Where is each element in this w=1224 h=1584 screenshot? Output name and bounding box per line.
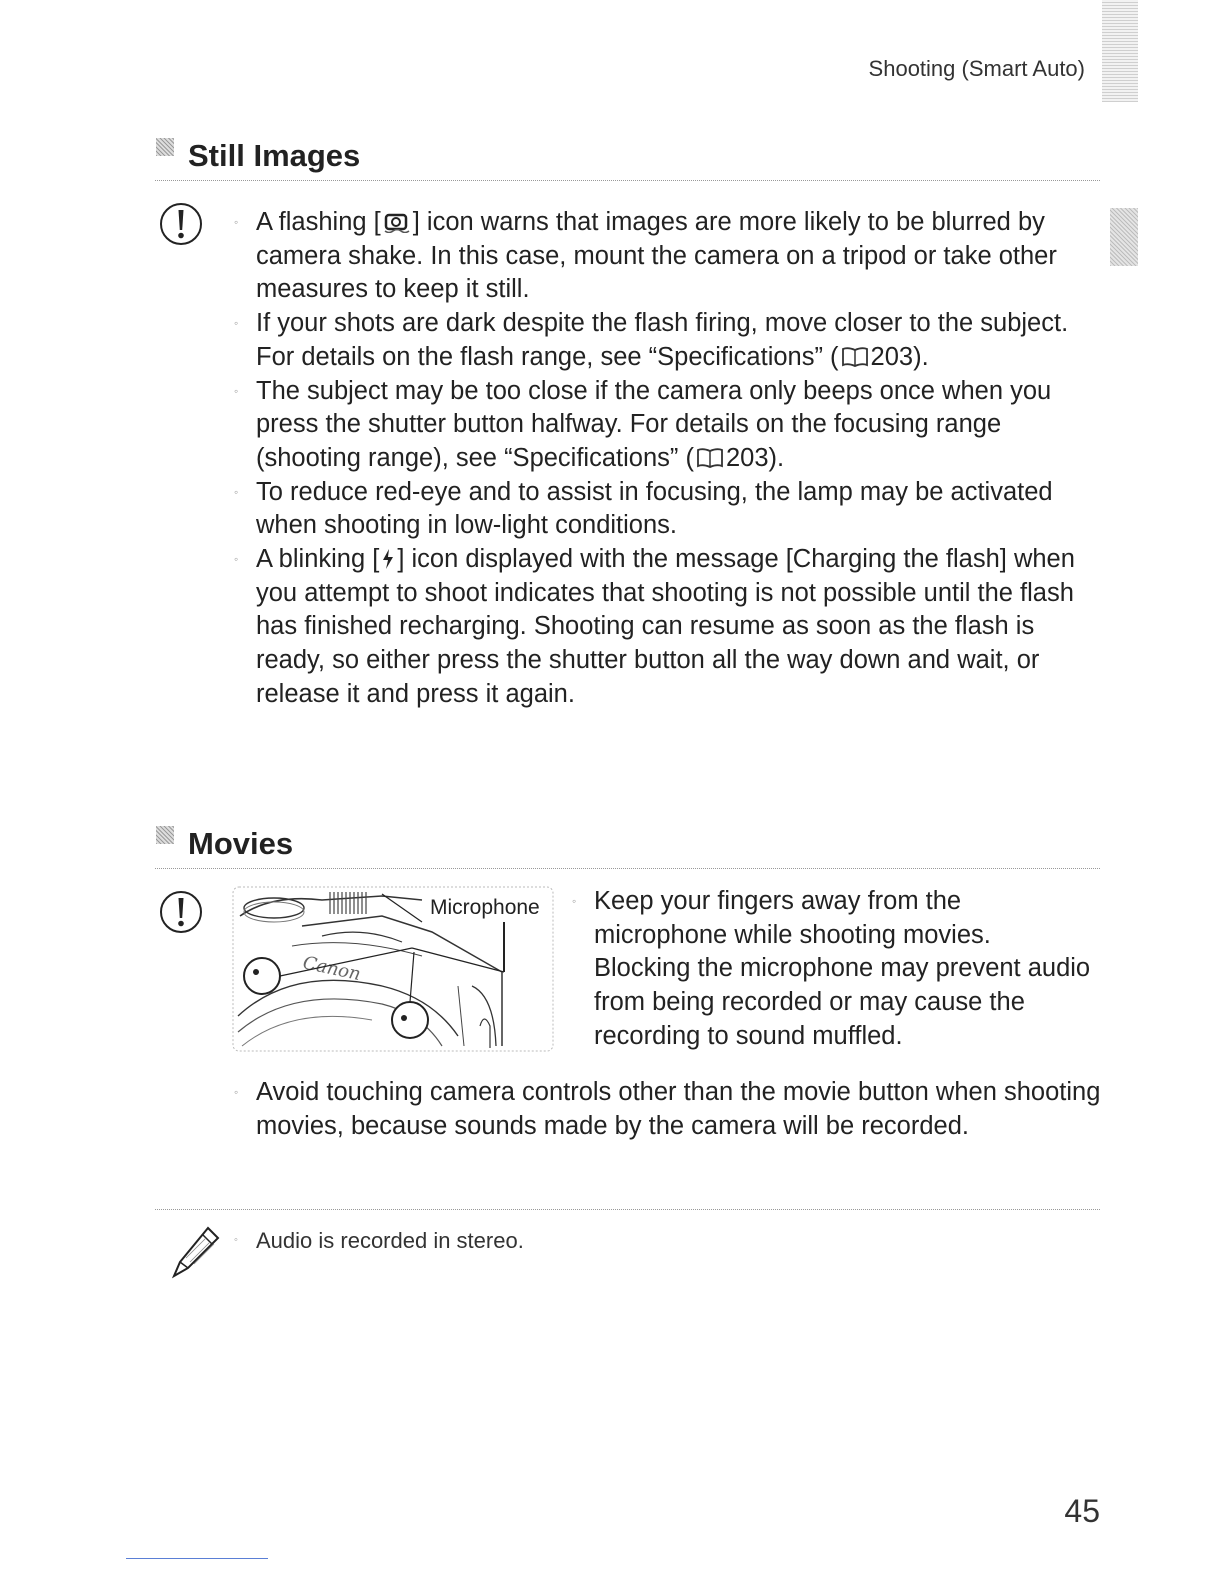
list-item: ◦ The subject may be too close if the camera only beeps once when you press the shutter button halfway. For details on the focusing range (shooting range), see “Specifications” ( 203). [256, 375, 1104, 476]
camera-logo: Canon [300, 952, 363, 986]
section-marker [156, 138, 174, 156]
list-item: ◦ A blinking [ ] icon displayed with the message [Charging the flash] when you attempt to shoot indicates that shooting is not possible until the flash has finished recharging. Shooting can resume as soon as the flash is ready, so either press the shutter button all the way down and wait, or release it and press it again. [256, 543, 1104, 712]
section-rule [155, 868, 1100, 869]
camera-shake-icon [382, 211, 412, 233]
note-bullet: ◦ [234, 1234, 238, 1246]
book-icon [840, 346, 870, 368]
flash-icon [380, 548, 396, 570]
book-icon [695, 447, 725, 469]
section-marker [156, 826, 174, 844]
caution-icon [157, 200, 207, 250]
page-number: 45 [1064, 1493, 1100, 1529]
section-title-still-images: Still Images [188, 138, 361, 173]
camera-microphone-figure [232, 886, 554, 1052]
section-title-movies: Movies [188, 826, 294, 861]
caution-icon [157, 888, 207, 938]
still-images-bullets [256, 206, 1104, 712]
list-item: ◦ To reduce red-eye and to assist in focusing, the lamp may be activated when shooting in low-light conditions. [256, 476, 1104, 543]
list-item: ◦ Keep your fingers away from the microphone while shooting movies. Blocking the microphone may prevent audio from being recorded or may cause the recording to sound muffled. [594, 885, 1094, 1054]
figure-caption-microphone: Microphone [430, 896, 540, 919]
section-rule [155, 180, 1100, 181]
movies-side-bullets [594, 885, 1094, 1054]
note-rule [155, 1209, 1100, 1210]
note-text: Audio is recorded in stereo. [256, 1228, 524, 1253]
list-item: ◦ A flashing [ ] icon warns that images are more likely to be blurred by camera shake. In this case, mount the camera on a tripod or take other measures to keep it still. [256, 206, 1104, 307]
bottom-rule [126, 1558, 268, 1559]
list-item: ◦ If your shots are dark despite the flash firing, move closer to the subject. For details on the flash range, see “Specifications” ( 203). [256, 307, 1104, 374]
movies-bullets [256, 1076, 1104, 1143]
edge-tab [1102, 0, 1138, 102]
running-head: Shooting (Smart Auto) [868, 56, 1085, 81]
list-item: ◦ Avoid touching camera controls other than the movie button when shooting movies, because sounds made by the camera will be recorded. [256, 1076, 1104, 1143]
chapter-tab [1110, 208, 1138, 266]
pencil-icon [168, 1222, 224, 1282]
